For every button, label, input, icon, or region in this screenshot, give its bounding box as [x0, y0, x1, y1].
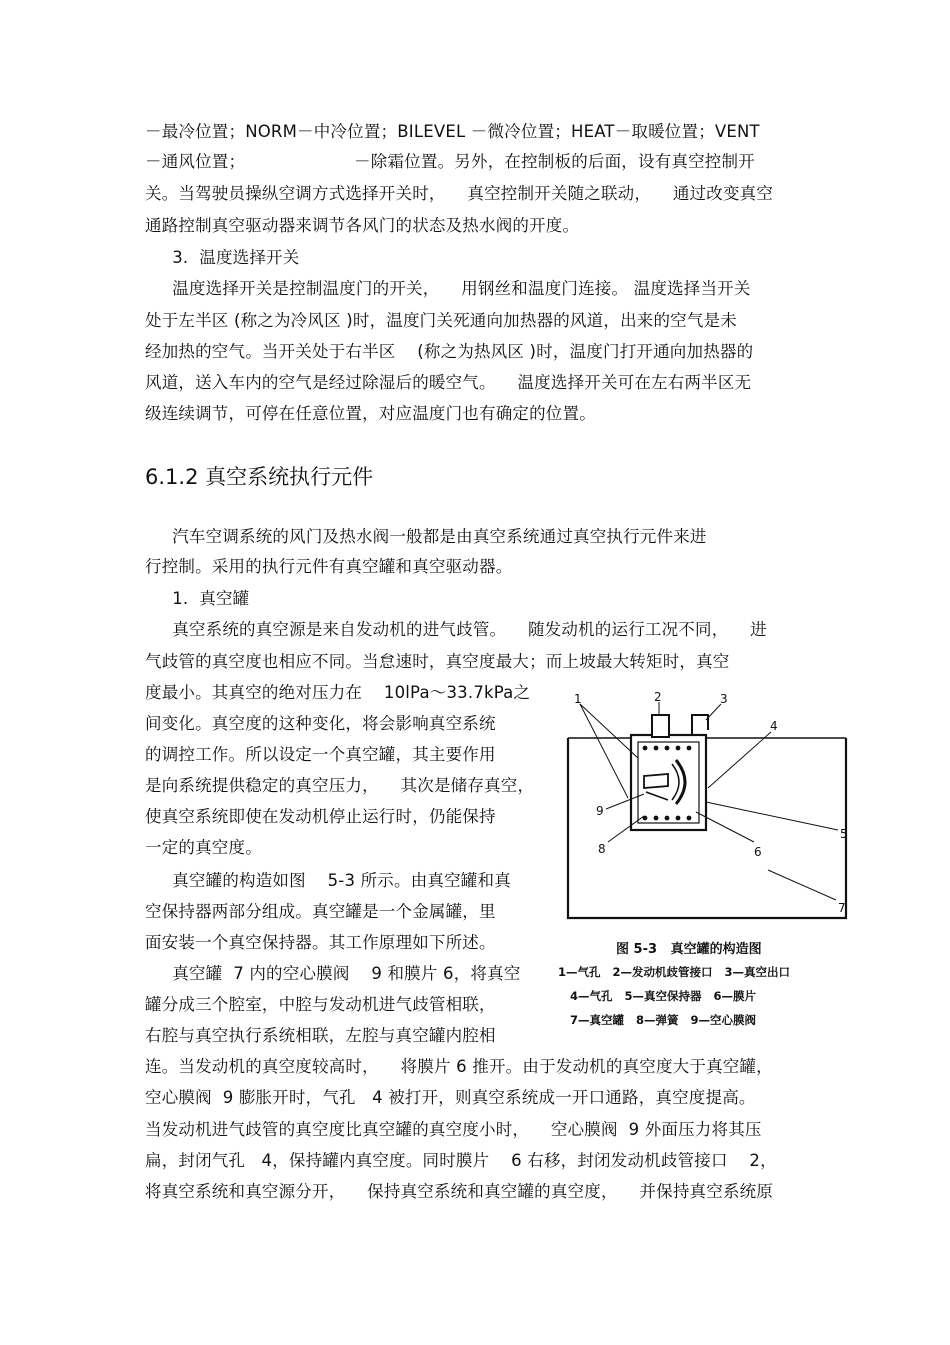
text-line: 级连续调节，可停在任意位置，对应温度门也有确定的位置。 — [145, 404, 596, 423]
text-line: 风道，送入车内的空气是经过除湿后的暖空气。 温度选择开关可在左右两半区无 — [145, 373, 752, 392]
label-7: 7 — [838, 901, 846, 915]
figure-caption-row: 7—真空罐 8—弹簧 9—空心膜阀 — [558, 1013, 757, 1027]
label-1: 1 — [574, 692, 582, 706]
text-line: 温度选择开关是控制温度门的开关， 用钢丝和温度门连接。 温度选择当开关 — [145, 279, 751, 298]
text-line: 经加热的空气。当开关处于右半区 (称之为热风区 )时，温度门打开通向加热器的 — [145, 342, 754, 361]
text-line: 真空系统的真空源是来自发动机的进气歧管。 随发动机的运行工况不同， 进 — [145, 620, 767, 639]
text-line: 处于左半区 (称之为冷风区 )时，温度门关死通向加热器的风道，出来的空气是未 — [145, 311, 737, 330]
text-line: 右腔与真空执行系统相联，左腔与真空罐内腔相 — [145, 1026, 496, 1045]
text-line: 行控制。采用的执行元件有真空罐和真空驱动器。 — [145, 557, 513, 576]
text-line: 关。当驾驶员操纵空调方式选择开关时， 真空控制开关随之联动， 通过改变真空 — [145, 184, 774, 203]
text-line: 是向系统提供稳定的真空压力， 其次是储存真空， — [145, 776, 535, 795]
section-heading: 6.1.2 真空系统执行元件 — [145, 465, 374, 489]
vacuum-tank-figure — [556, 690, 858, 1028]
text-line: －通风位置； －除霜位置。另外，在控制板的后面，设有真空控制开 — [145, 152, 755, 171]
diaphragm-inner — [672, 764, 679, 800]
text-line: 使真空系统即使在发动机停止运行时，仍能保持 — [145, 807, 496, 826]
vacuum-tank-diagram — [556, 690, 858, 935]
text-line: 度最小。其真空的绝对压力在 10lPa～33.7kPa之 — [145, 683, 531, 702]
text-line: 间变化。真空度的这种变化，将会影响真空系统 — [145, 714, 496, 733]
text-line: 真空罐 7 内的空心膜阀 9 和膜片 6，将真空 — [145, 964, 521, 983]
text-line: 通路控制真空驱动器来调节各风门的状态及热水阀的开度。 — [145, 216, 580, 235]
label-8: 8 — [598, 842, 606, 856]
text-line: 真空罐的构造如图 5-3 所示。由真空罐和真 — [145, 871, 511, 890]
figure-title: 图 5-3 真空罐的构造图 — [616, 942, 762, 957]
text-line: 将真空系统和真空源分开， 保持真空系统和真空罐的真空度， 并保持真空系统原 — [145, 1182, 774, 1201]
text-line: 空心膜阀 9 膨胀开时，气孔 4 被打开，则真空系统成一开口通路，真空度提高。 — [145, 1088, 756, 1107]
hollow-valve — [644, 774, 668, 788]
label-4: 4 — [770, 719, 778, 733]
text-line: 罐分成三个腔室，中腔与发动机进气歧管相联， — [145, 995, 496, 1014]
diaphragm — [676, 760, 685, 804]
text-line: －最冷位置；NORM－中冷位置；BILEVEL －微冷位置；HEAT－取暖位置；VENT — [145, 122, 760, 141]
text-line: 空保持器两部分组成。真空罐是一个金属罐，里 — [145, 902, 496, 921]
valve-stem — [646, 792, 668, 800]
text-line: 连。当发动机的真空度较高时， 将膜片 6 推开。由于发动机的真空度大于真空罐， — [145, 1057, 773, 1076]
text-line: 3. 温度选择开关 — [145, 248, 300, 267]
text-line: 1. 真空罐 — [145, 589, 250, 608]
label-9: 9 — [596, 804, 604, 818]
text-line: 一定的真空度。 — [145, 838, 262, 857]
label-6: 6 — [754, 845, 762, 859]
text-line: 的调控工作。所以设定一个真空罐，其主要作用 — [145, 745, 496, 764]
label-3: 3 — [720, 692, 728, 706]
label-5: 5 — [840, 827, 848, 841]
label-2: 2 — [654, 690, 662, 704]
manifold-port — [652, 715, 669, 737]
spring-dots-top — [643, 746, 692, 751]
text-line: 气歧管的真空度也相应不同。当怠速时，真空度最大；而上坡最大转矩时，真空 — [145, 652, 730, 671]
text-line: 面安装一个真空保持器。其工作原理如下所述。 — [145, 933, 496, 952]
vacuum-outlet — [692, 715, 708, 735]
text-line: 汽车空调系统的风门及热水阀一般都是由真空系统通过真空执行元件来进 — [145, 527, 707, 546]
figure-caption-row: 4—气孔 5—真空保持器 6—膜片 — [558, 989, 757, 1003]
text-line: 当发动机进气歧管的真空度比真空罐的真空度小时， 空心膜阀 9 外面压力将其压 — [145, 1120, 762, 1139]
figure-caption-row: 1—气孔 2—发动机歧管接口 3—真空出口 — [558, 965, 791, 979]
spring-dots-bottom — [643, 816, 692, 821]
leader-lines — [580, 702, 838, 900]
text-line: 扁，封闭气孔 4，保持罐内真空度。同时膜片 6 右移，封闭发动机歧管接口 2， — [145, 1151, 777, 1170]
